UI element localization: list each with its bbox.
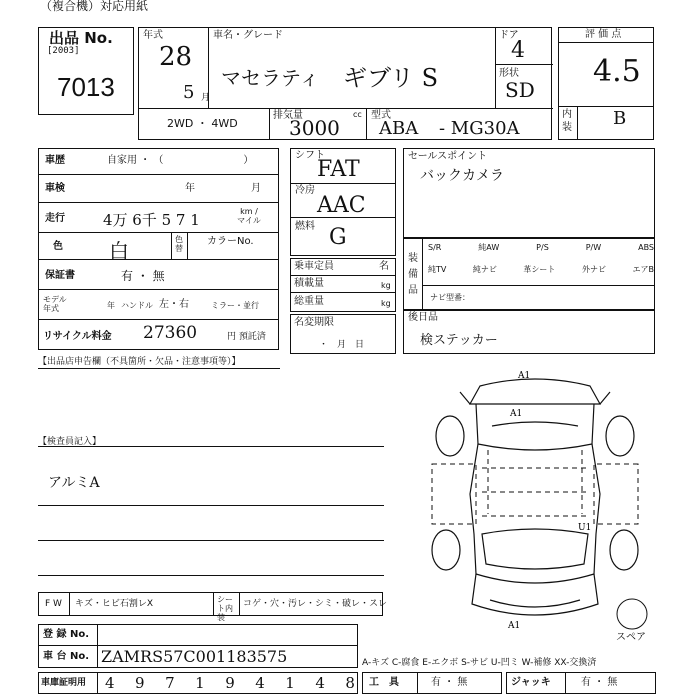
score-label: 評 価 点 — [585, 29, 622, 40]
model-label: 型式 — [371, 110, 391, 121]
recycle-label: リサイクル料金 — [43, 331, 112, 342]
inspector-value: アルミA — [48, 475, 100, 491]
inspection-month: 月 — [251, 183, 261, 194]
form-type-label: （複合機）対応用紙 — [40, 0, 149, 13]
warranty-value: 有 ・ 無 — [121, 269, 165, 283]
model-prefix: ABA — [379, 118, 419, 139]
navi-model-label: ナビ型番： — [430, 293, 470, 302]
specs-box — [290, 148, 396, 256]
damage-mark-hood: A1 — [510, 409, 523, 419]
model-value: - MG30A — [439, 118, 520, 139]
color-label: 色 — [53, 241, 63, 252]
handle-label: ハンドル — [121, 301, 153, 310]
year-stamp: [2003] — [47, 46, 80, 56]
tools-box — [362, 672, 502, 694]
lot-label: 出品 No. — [49, 29, 113, 47]
equip-genuine-tv: 純TV — [428, 265, 447, 274]
lot-number: 7013 — [57, 72, 115, 102]
tools-label: 工 具 — [369, 677, 399, 688]
registration-box — [38, 624, 358, 668]
rear-label: 後日品 — [408, 312, 438, 323]
equip-pw: P/W — [585, 243, 602, 252]
shift-value: FAT — [317, 157, 360, 182]
cert-digit: 4 — [255, 674, 265, 692]
recycle-unit: 円 預託済 — [227, 332, 266, 342]
month-value: 5 — [183, 82, 195, 103]
equip-leather-seat: 革シート — [523, 265, 556, 274]
equipment-box — [403, 238, 655, 310]
equip-sunroof: S/R — [428, 243, 442, 252]
equipment-row-1 — [428, 243, 654, 252]
inspector-notes-label: 【検査員記入】 — [38, 437, 102, 447]
damage-mark-front: A1 — [518, 371, 531, 381]
sales-point-box — [403, 148, 655, 238]
doors-value: 4 — [511, 38, 525, 63]
fw-bar — [38, 592, 388, 622]
warranty-label: 保証書 — [45, 270, 75, 281]
cert-digit: 4 — [105, 674, 115, 692]
title-change-value: ・ 月 日 — [319, 340, 365, 350]
cert-digit: 4 — [315, 674, 325, 692]
damage-legend: A-キズ C-腐食 E-エクボ S-サビ U-凹ミ W-補修 XX-交換済 — [362, 658, 597, 668]
displacement-label: 排気量 — [273, 110, 303, 121]
year-label: 年式 — [143, 30, 163, 41]
car-diagram — [410, 364, 660, 634]
cert-digit: 1 — [195, 674, 205, 692]
year-value: 28 — [159, 42, 193, 72]
tools-value: 有 ・ 無 — [431, 677, 468, 688]
seat-label: シート内装 — [217, 595, 233, 622]
score-value: 4.5 — [593, 54, 641, 89]
equip-genuine-aw: 純AW — [478, 243, 500, 252]
history-label: 車歴 — [45, 155, 65, 166]
vehicle-info-box — [138, 27, 552, 140]
displacement-value: 3000 — [289, 116, 340, 140]
fuel-value: G — [329, 225, 347, 250]
seat-text: コゲ・穴・汚レ・シミ・破レ・スレ — [243, 599, 388, 609]
mileage-value: 4万 6千 5 7 1 — [103, 211, 200, 229]
color-value: 白 — [109, 239, 129, 263]
car-name: マセラティ — [221, 66, 320, 90]
sales-label: セールスポイント — [408, 151, 488, 162]
color-change-label: 色替 — [175, 235, 183, 253]
cert-digit: 7 — [165, 674, 175, 692]
month-unit: 月 — [201, 93, 211, 103]
shift-label: シフト — [295, 150, 325, 161]
details-table — [38, 148, 279, 350]
equipment-row-2 — [428, 265, 654, 274]
interior-label: 内装 — [562, 109, 572, 133]
fw-text: キズ・ヒビ石割レX — [75, 599, 153, 609]
inspection-label: 車検 — [45, 183, 65, 194]
mileage-units: km / マイル — [237, 207, 261, 225]
vin-value: ZAMRS57C001183575 — [101, 647, 288, 666]
fw-label: F W — [45, 599, 62, 609]
equipment-label: 装備品 — [408, 253, 418, 296]
capacity-box — [290, 258, 396, 312]
load-unit: kg — [381, 281, 391, 290]
equip-ps: P/S — [536, 243, 549, 252]
fuel-label: 燃料 — [295, 221, 315, 232]
shape-label: 形状 — [499, 68, 519, 79]
capacity-unit: 名 — [379, 261, 389, 272]
garage-cert-box — [38, 672, 358, 694]
cert-digit: 8 — [345, 674, 355, 692]
load-label: 積載量 — [294, 278, 324, 289]
mileage-label: 走行 — [45, 213, 65, 224]
handle-value: 左・右 — [159, 299, 189, 310]
drive-label: 2WD ・ 4WD — [167, 117, 238, 130]
vin-label: 車 台 No. — [43, 651, 90, 662]
exhibitor-notes-label: 【出品店申告欄（不具箇所・欠品・注意事項等）】 — [38, 357, 241, 367]
reg-label: 登 録 No. — [43, 629, 90, 640]
title-change-box — [290, 314, 396, 354]
equip-aftermarket-navi: 外ナビ — [581, 265, 606, 274]
history-value: 自家用 ・ （ ） — [107, 155, 254, 166]
spare-label: スペア — [616, 632, 646, 643]
cert-digit: 9 — [135, 674, 145, 692]
lot-number-box — [38, 27, 134, 115]
jack-label: ジャッキ — [511, 677, 551, 688]
rear-value: 検ステッカー — [420, 333, 498, 348]
jack-box — [506, 672, 656, 694]
equip-genuine-navi: 純ナビ — [472, 265, 497, 274]
score-box — [558, 27, 654, 140]
interior-value: B — [613, 108, 627, 129]
capacity-label: 乗車定員 — [294, 261, 334, 272]
ac-label: 冷房 — [295, 185, 315, 196]
model-year-unit: 年 — [107, 301, 115, 310]
displacement-unit: cc — [353, 110, 362, 119]
weight-unit: kg — [381, 299, 391, 308]
cert-digit: 1 — [285, 674, 295, 692]
name-grade-label: 車名・グレード — [213, 30, 283, 41]
cert-digit: 9 — [225, 674, 235, 692]
inspection-year: 年 — [185, 183, 195, 194]
equip-abs: ABS — [638, 243, 654, 252]
weight-label: 総重量 — [294, 296, 324, 307]
cert-label: 車庫証明用 — [41, 678, 87, 688]
ac-value: AAC — [317, 193, 366, 218]
equip-airbag: エアB — [632, 265, 654, 274]
model-year-label: モデル年式 — [43, 295, 67, 313]
title-change-label: 名変期限 — [294, 317, 334, 328]
jack-value: 有 ・ 無 — [581, 677, 618, 688]
damage-mark-side: U1 — [578, 523, 592, 533]
color-no-label: カラーNo. — [207, 236, 254, 247]
doors-label: ドア — [499, 30, 519, 41]
mirror-label: ミラー・並行 — [211, 301, 259, 310]
damage-mark-rear: A1 — [508, 621, 521, 631]
sales-value: バックカメラ — [420, 168, 504, 184]
cert-digits — [105, 673, 355, 693]
car-grade: ギブリ S — [343, 64, 439, 92]
rear-items-box — [403, 310, 655, 354]
recycle-value: 27360 — [143, 323, 198, 343]
shape-value: SD — [505, 78, 535, 102]
